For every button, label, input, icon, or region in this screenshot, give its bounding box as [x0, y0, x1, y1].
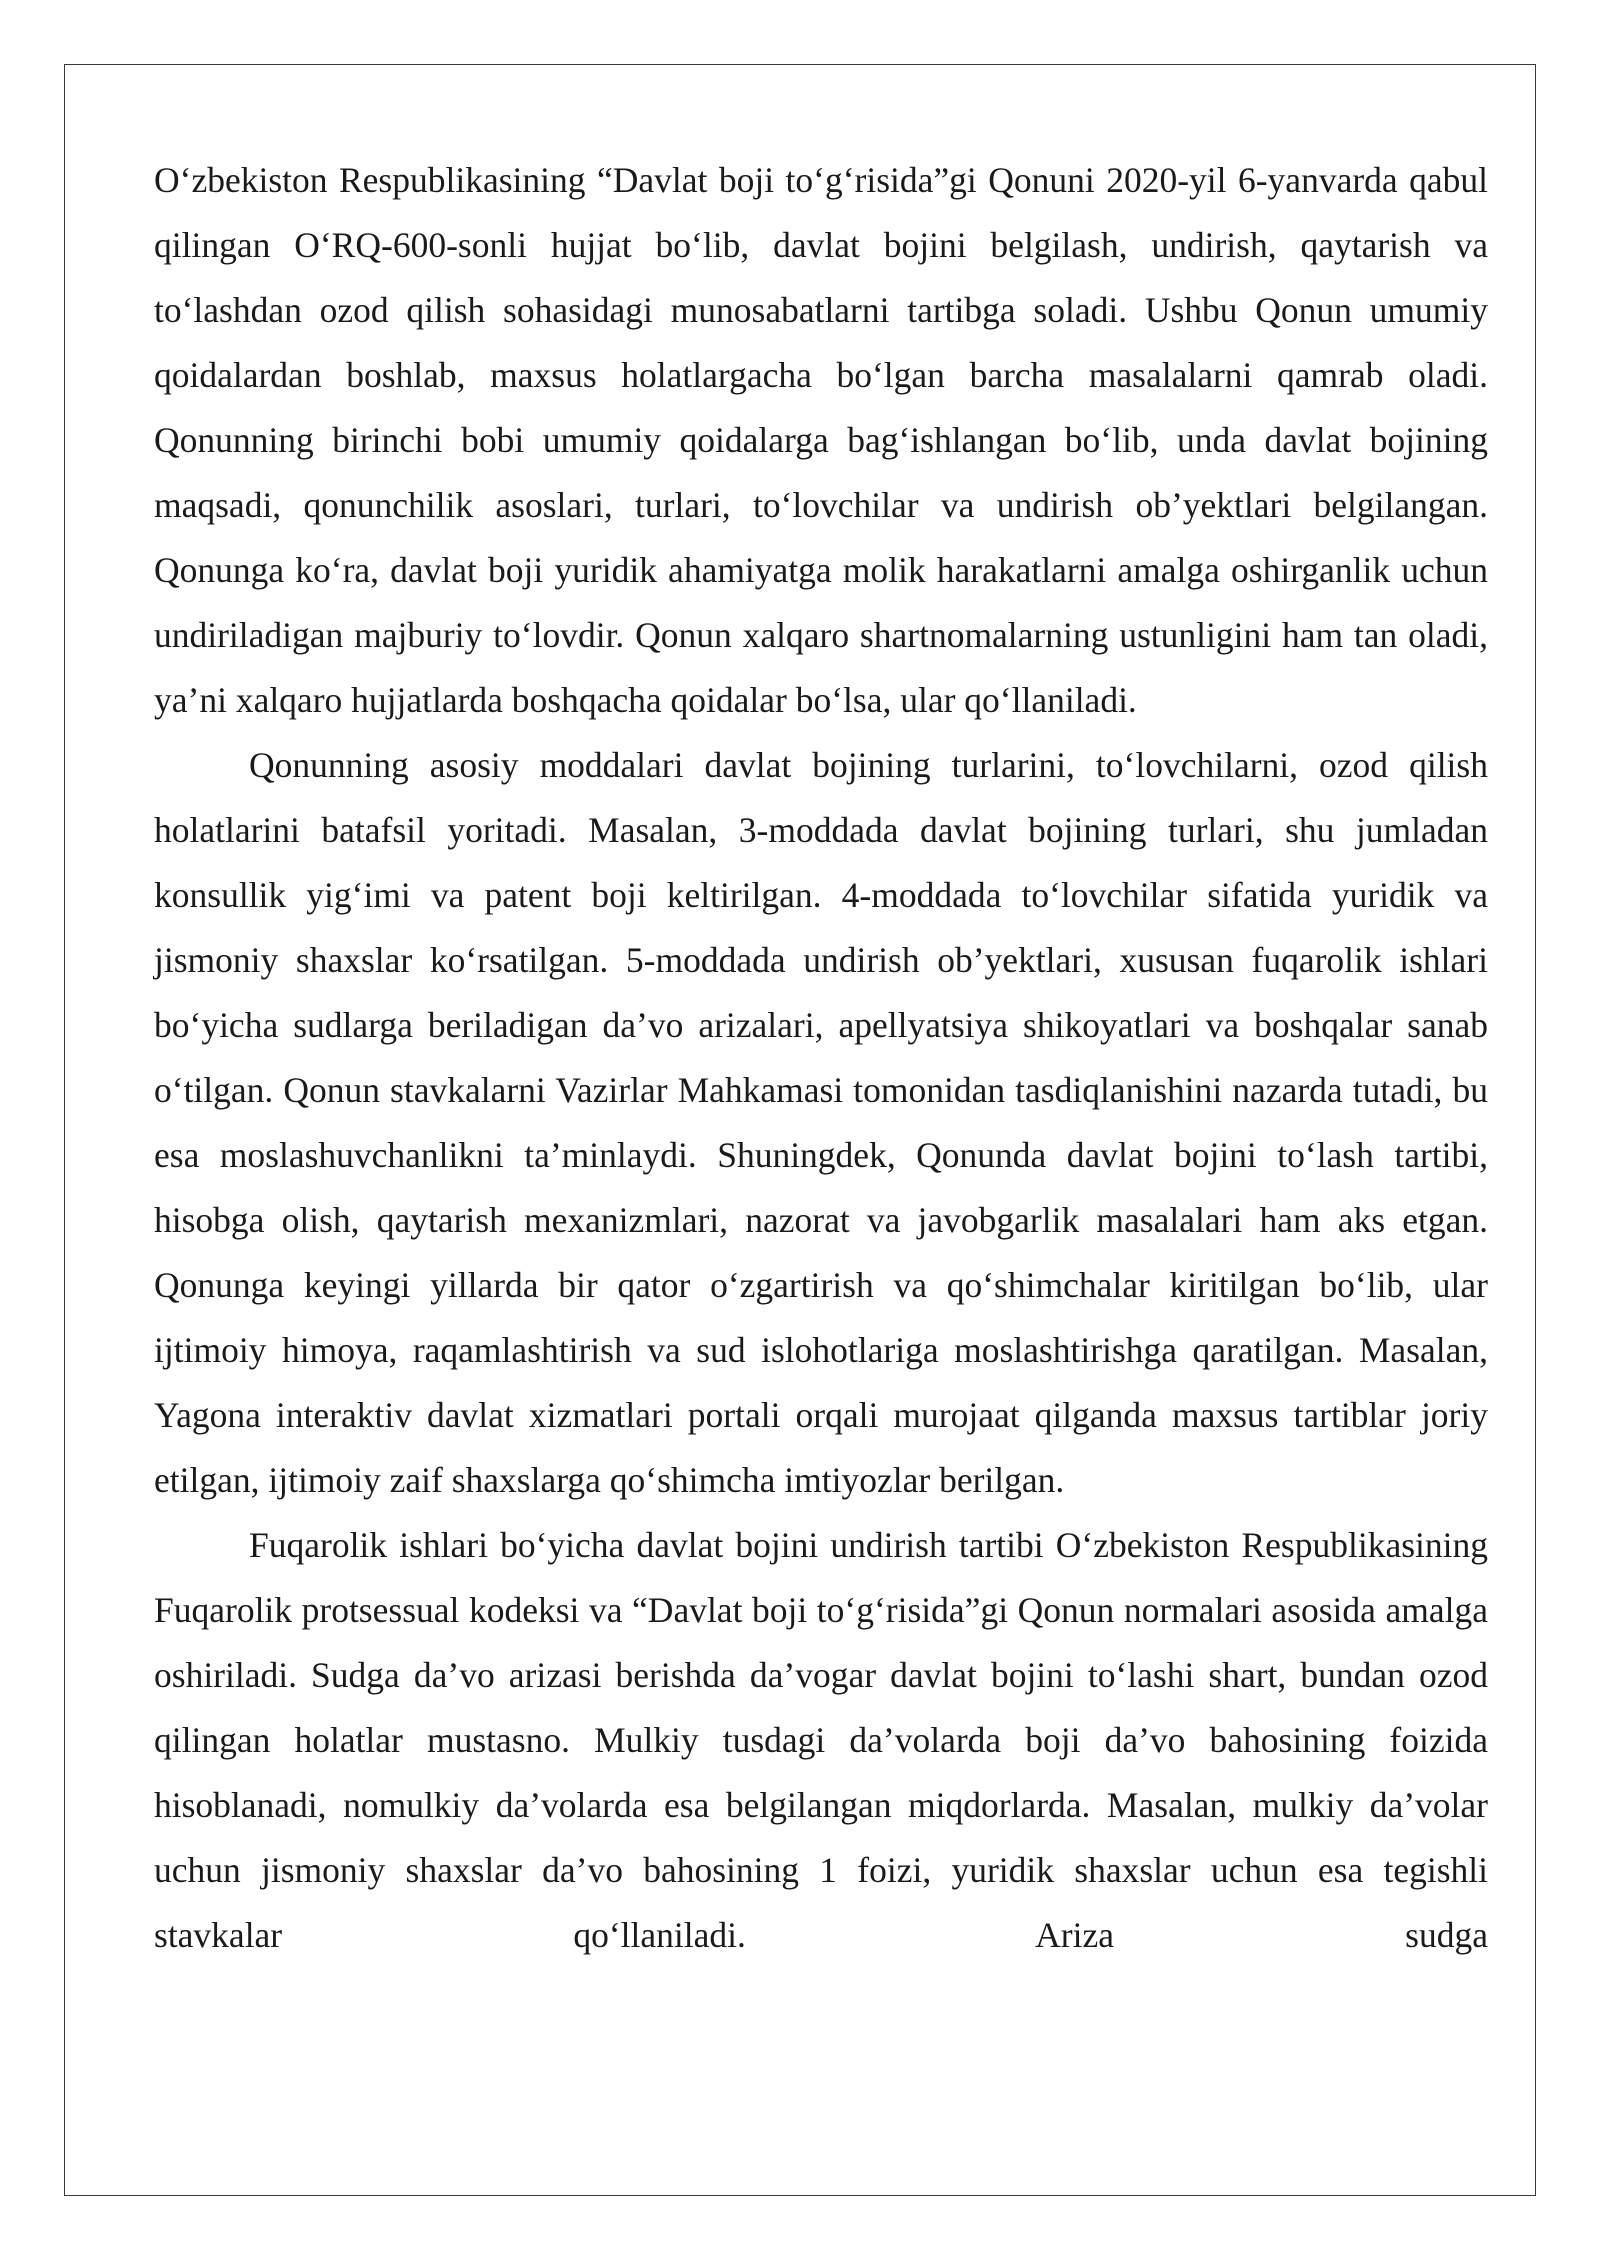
paragraph-1: O‘zbekiston Respublikasining “Davlat boji to‘g‘risida”gi Qonuni 2020-yil 6-yanvarda qabul qilingan O‘RQ-600-sonli hujjat bo‘lib, davlat bojini belgilash, undirish, qaytarish va to‘lashdan ozod qilish sohasidagi munosabatlarni tartibga soladi. Ushbu Qonun umumiy qoidalardan boshlab, maxsus holatlargacha bo‘lgan barcha masalalarni qamrab oladi. Qonunning birinchi bobi umumiy qoidalarga bag‘ishlangan bo‘lib, unda davlat bojining maqsadi, qonunchilik asoslari, turlari, to‘lovchilar va undirish ob’yektlari belgilangan. Qonunga ko‘ra, davlat boji yuridik ahamiyatga molik harakatlarni amalga oshirganlik uchun undiriladigan majburiy to‘lovdir. Qonun xalqaro shartnomalarning ustunligini ham tan oladi, ya’ni xalqaro hujjatlarda boshqacha qoidalar bo‘lsa, ular qo‘llaniladi. [154, 160, 1488, 720]
paragraph-2: Qonunning asosiy moddalari davlat bojining turlarini, to‘lovchilarni, ozod qilish holatlarini batafsil yoritadi. Masalan, 3-moddada davlat bojining turlari, shu jumladan konsullik yig‘imi va patent boji keltirilgan. 4-moddada to‘lovchilar sifatida yuridik va jismoniy shaxslar ko‘rsatilgan. 5-moddada undirish ob’yektlari, xususan fuqarolik ishlari bo‘yicha sudlarga beriladigan da’vo arizalari, apellyatsiya shikoyatlari va boshqalar sanab o‘tilgan. Qonun stavkalarni Vazirlar Mahkamasi tomonidan tasdiqlanishini nazarda tutadi, bu esa moslashuvchanlikni ta’minlaydi. Shuningdek, Qonunda davlat bojini to‘lash tartibi, hisobga olish, qaytarish mexanizmlari, nazorat va javobgarlik masalalari ham aks etgan. Qonunga keyingi yillarda bir qator o‘zgartirish va qo‘shimchalar kiritilgan bo‘lib, ular ijtimoiy himoya, raqamlashtirish va sud islohotlariga moslashtirishga qaratilgan. Masalan, Yagona interaktiv davlat xizmatlari portali orqali murojaat qilganda maxsus tartiblar joriy etilgan, ijtimoiy zaif shaxslarga qo‘shimcha imtiyozlar berilgan. [154, 745, 1488, 1500]
document-body [154, 148, 1488, 1968]
paragraph-3: Fuqarolik ishlari bo‘yicha davlat bojini undirish tartibi O‘zbekiston Respublikasining Fuqarolik protsessual kodeksi va “Davlat boji to‘g‘risida”gi Qonun normalari asosida amalga oshiriladi. Sudga da’vo arizasi berishda da’vogar davlat bojini to‘lashi shart, bundan ozod qilingan holatlar mustasno. Mulkiy tusdagi da’volarda boji da’vo bahosining foizida hisoblanadi, nomulkiy da’volarda esa belgilangan miqdorlarda. Masalan, mulkiy da’volar uchun jismoniy shaxslar da’vo bahosining 1 foizi, yuridik shaxslar uchun esa tegishli stavkalar qo‘llaniladi. Ariza sudga [154, 1525, 1488, 1955]
